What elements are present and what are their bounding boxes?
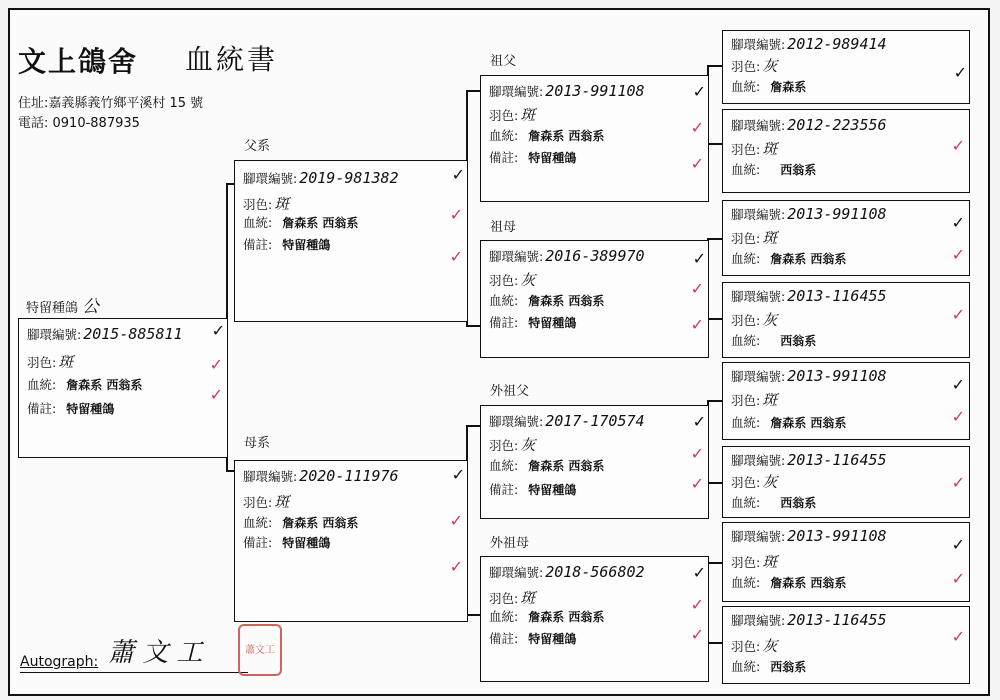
great-grandparent-card: 腳環編號: 2013-116455 羽色: 灰 血統: 西翁系 ✓ <box>722 282 970 358</box>
check-mark-icon: ✓ <box>692 563 706 582</box>
check-mark-icon: ✓ <box>690 444 704 463</box>
ring-number: 2013-991108 <box>545 82 645 100</box>
ring-number: 2016-389970 <box>545 247 645 265</box>
check-mark-icon: ✓ <box>449 247 463 266</box>
feather-color: 斑 <box>58 353 74 371</box>
check-mark-icon: ✓ <box>951 213 965 232</box>
bloodline: 詹森系 西翁系 <box>770 416 847 430</box>
grand-heading: 外祖母 <box>490 536 530 551</box>
bloodline: 詹森系 西翁系 <box>528 129 605 143</box>
check-mark-icon: ✓ <box>951 569 965 588</box>
signature-line <box>20 672 248 673</box>
connector <box>466 425 480 427</box>
check-mark-icon: ✓ <box>692 412 706 431</box>
check-mark-icon: ✓ <box>951 136 965 155</box>
feather-color: 灰 <box>762 473 778 491</box>
feather-color: 灰 <box>520 436 536 454</box>
ring-number: 2020-111976 <box>299 467 399 485</box>
feather-color: 灰 <box>762 57 778 75</box>
check-mark-icon: ✓ <box>692 249 706 268</box>
check-mark-icon: ✓ <box>451 465 465 484</box>
check-mark-icon: ✓ <box>692 82 706 101</box>
check-mark-icon: ✓ <box>690 474 704 493</box>
bloodline: 詹森系 西翁系 <box>282 516 359 530</box>
bloodline: 西翁系 <box>780 163 817 177</box>
note: 特留種鴿 <box>528 632 577 646</box>
grandparent-card: 腳環編號: 2013-991108 羽色: 斑 血統: 詹森系 西翁系 備註: 特留種鴿 ✓ ✓ ✓ <box>480 75 709 202</box>
feather-color: 灰 <box>762 311 778 329</box>
logo: 文上鴿舍 <box>18 45 139 78</box>
check-mark-icon: ✓ <box>690 279 704 298</box>
bloodline: 詹森系 西翁系 <box>282 216 359 230</box>
sire-heading: 父系 <box>244 139 271 154</box>
note: 特留種鴿 <box>528 483 577 497</box>
ring-number: 2013-116455 <box>787 611 887 629</box>
check-mark-icon: ✓ <box>953 63 967 82</box>
note: 特留種鴿 <box>282 238 331 252</box>
bloodline: 西翁系 <box>780 496 817 510</box>
ring-number: 2018-566802 <box>545 563 645 581</box>
check-mark-icon: ✓ <box>690 154 704 173</box>
bloodline: 詹森系 <box>770 80 807 94</box>
feather-color: 斑 <box>520 589 536 607</box>
great-grandparent-card: 腳環編號: 2013-991108 羽色: 斑 血統: 詹森系 西翁系 ✓ ✓ <box>722 522 970 602</box>
great-grandparent-card: 腳環編號: 2013-116455 羽色: 灰 血統: 西翁系 ✓ <box>722 606 970 684</box>
feather-color: 斑 <box>274 195 290 213</box>
main-bird-heading: 特留種鴿 公 <box>26 297 100 317</box>
check-mark-icon: ✓ <box>451 165 465 184</box>
check-mark-icon: ✓ <box>951 407 965 426</box>
check-mark-icon: ✓ <box>449 205 463 224</box>
check-mark-icon: ✓ <box>951 535 965 554</box>
great-grandparent-card: 腳環編號: 2013-991108 羽色: 斑 血統: 詹森系 西翁系 ✓ ✓ <box>722 362 970 440</box>
check-mark-icon: ✓ <box>951 627 965 646</box>
note: 特留種鴿 <box>66 402 115 416</box>
red-seal-stamp: 蕭文工 <box>238 624 282 676</box>
check-mark-icon: ✓ <box>690 118 704 137</box>
check-mark-icon: ✓ <box>209 385 223 404</box>
bloodline: 詹森系 西翁系 <box>66 378 143 392</box>
ring-number: 2012-223556 <box>787 116 887 134</box>
note: 特留種鴿 <box>282 536 331 550</box>
check-mark-icon: ✓ <box>690 595 704 614</box>
connector <box>466 325 480 327</box>
feather-color: 斑 <box>762 391 778 409</box>
connector <box>707 642 723 644</box>
check-mark-icon: ✓ <box>209 355 223 374</box>
check-mark-icon: ✓ <box>449 511 463 530</box>
bloodline: 詹森系 西翁系 <box>528 294 605 308</box>
ring-number: 2015-885811 <box>83 325 183 343</box>
check-mark-icon: ✓ <box>449 557 463 576</box>
connector <box>707 143 723 145</box>
main-bird-card: 腳環編號: 2015-885811 羽色: 斑 血統: 詹森系 西翁系 備註: 特留種鴿 ✓ ✓ ✓ <box>18 318 228 458</box>
autograph-label: Autograph: <box>20 654 99 670</box>
great-grandparent-card: 腳環編號: 2013-116455 羽色: 灰 血統: 西翁系 ✓ <box>722 446 970 518</box>
ring-number: 2017-170574 <box>545 412 645 430</box>
bloodline: 西翁系 <box>770 660 807 674</box>
dam-heading: 母系 <box>244 436 271 451</box>
note: 特留種鴿 <box>528 316 577 330</box>
grand-heading: 祖母 <box>490 220 517 235</box>
check-mark-icon: ✓ <box>211 321 225 340</box>
bloodline: 詹森系 西翁系 <box>770 576 847 590</box>
feather-color: 斑 <box>762 553 778 571</box>
check-mark-icon: ✓ <box>951 305 965 324</box>
great-grandparent-card: 腳環編號: 2012-223556 羽色: 斑 血統: 西翁系 ✓ <box>722 109 970 193</box>
connector <box>707 400 723 402</box>
feather-color: 斑 <box>762 229 778 247</box>
note: 特留種鴿 <box>528 151 577 165</box>
ring-number: 2013-116455 <box>787 287 887 305</box>
ring-number: 2013-991108 <box>787 367 887 385</box>
great-grandparent-card: 腳環編號: 2012-989414 羽色: 灰 血統: 詹森系 ✓ <box>722 30 970 104</box>
check-mark-icon: ✓ <box>951 375 965 394</box>
feather-color: 斑 <box>762 140 778 158</box>
bloodline: 詹森系 西翁系 <box>528 459 605 473</box>
ring-number: 2012-989414 <box>787 35 887 53</box>
bloodline: 西翁系 <box>780 334 817 348</box>
phone: 電話: 0910-887935 <box>18 116 140 131</box>
great-grandparent-card: 腳環編號: 2013-991108 羽色: 斑 血統: 詹森系 西翁系 ✓ ✓ <box>722 200 970 276</box>
dam-card: 腳環編號: 2020-111976 羽色: 斑 血統: 詹森系 西翁系 備註: 特留種鴿 ✓ ✓ ✓ <box>234 460 468 622</box>
address: 住址:嘉義縣義竹鄉平溪村 15 號 <box>18 96 204 111</box>
bloodline: 詹森系 西翁系 <box>528 610 605 624</box>
ring-number: 2013-116455 <box>787 451 887 469</box>
handwritten-signature: 蕭 文 工 <box>108 638 203 668</box>
grand-heading: 祖父 <box>490 54 517 69</box>
feather-color: 灰 <box>520 271 536 289</box>
ring-number: 2019-981382 <box>299 169 399 187</box>
grand-heading: 外祖父 <box>490 384 530 399</box>
check-mark-icon: ✓ <box>951 245 965 264</box>
connector <box>707 318 723 320</box>
connector <box>707 238 723 240</box>
grandparent-card: 腳環編號: 2016-389970 羽色: 灰 血統: 詹森系 西翁系 備註: 特留種鴿 ✓ ✓ ✓ <box>480 240 709 358</box>
feather-color: 斑 <box>274 493 290 511</box>
sire-card: 腳環編號: 2019-981382 羽色: 斑 血統: 詹森系 西翁系 備註: 特留種鴿 ✓ ✓ ✓ <box>234 160 468 322</box>
connector <box>466 90 480 92</box>
connector <box>707 65 723 67</box>
grandparent-card: 腳環編號: 2017-170574 羽色: 灰 血統: 詹森系 西翁系 備註: 特留種鴿 ✓ ✓ ✓ <box>480 405 709 519</box>
check-mark-icon: ✓ <box>690 315 704 334</box>
feather-color: 灰 <box>762 637 778 655</box>
ring-number: 2013-991108 <box>787 205 887 223</box>
bloodline: 詹森系 西翁系 <box>770 252 847 266</box>
ring-number: 2013-991108 <box>787 527 887 545</box>
check-mark-icon: ✓ <box>690 625 704 644</box>
check-mark-icon: ✓ <box>951 473 965 492</box>
feather-color: 斑 <box>520 106 536 124</box>
grandparent-card: 腳環編號: 2018-566802 羽色: 斑 血統: 詹森系 西翁系 備註: 特留種鴿 ✓ ✓ ✓ <box>480 556 709 682</box>
document-title: 血統書 <box>185 43 279 76</box>
connector <box>707 482 723 484</box>
connector <box>707 562 723 564</box>
connector <box>466 614 480 616</box>
